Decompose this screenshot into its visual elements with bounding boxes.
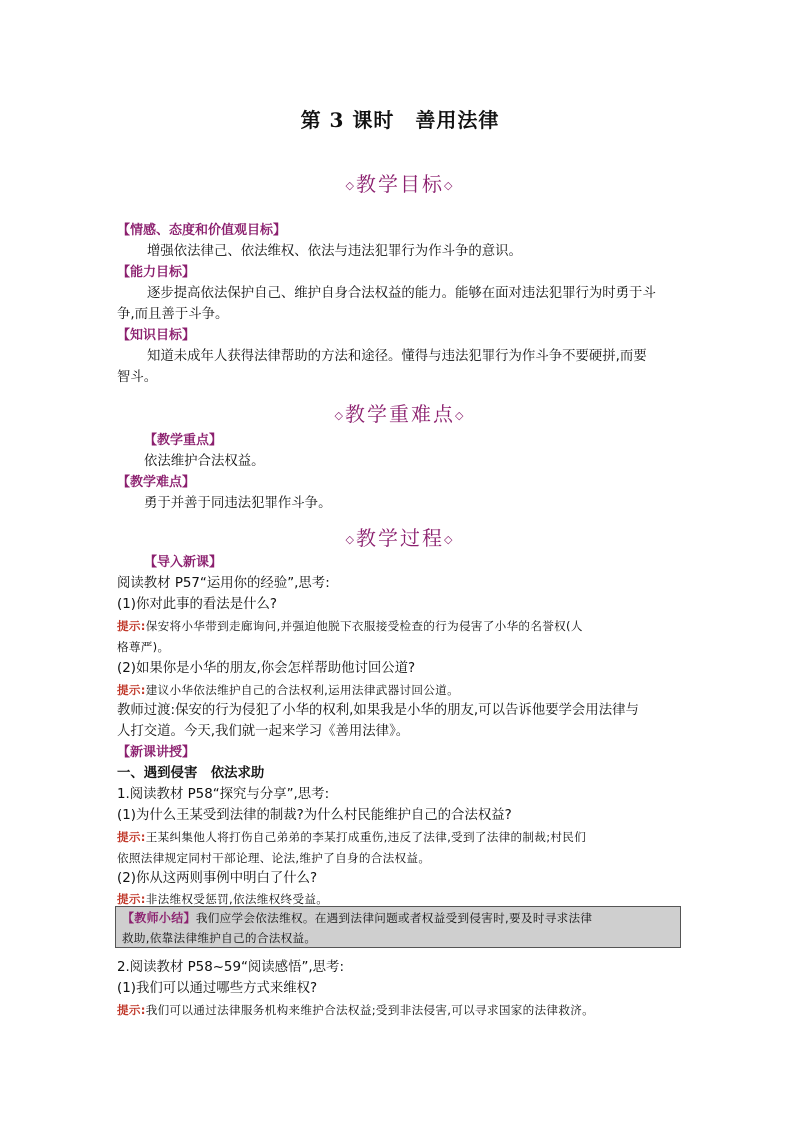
- section-heading-keypoints: ◇教学重难点◇: [334, 402, 466, 426]
- key-point-text: 依法维护合法权益。: [144, 454, 265, 469]
- diamond-icon: ◇: [444, 533, 455, 546]
- emotion-goal-tag: 【情感、态度和价值观目标】: [117, 223, 287, 238]
- process-line: 教师过渡:保安的行为侵犯了小华的权利,如果我是小华的朋友,可以告诉他要学会用法律与: [117, 703, 639, 718]
- diamond-icon: ◇: [444, 179, 455, 192]
- subheading: 一、遇到侵害 依法求助: [117, 766, 265, 781]
- ability-goal-text-2: 争,而且善于斗争。: [117, 307, 229, 322]
- hint-text: 依照法律规定同村干部论理、论法,维护了自身的合法权益。: [117, 851, 431, 865]
- difficult-point-tag: 【教学难点】: [117, 475, 196, 490]
- hint-text: 提示:非法维权受惩罚,依法维权终受益。: [117, 892, 329, 906]
- knowledge-goal-text-1: 知道未成年人获得法律帮助的方法和途径。懂得与违法犯罪行为作斗争不要硬拼,而要: [147, 349, 647, 364]
- hint-text: 提示:建议小华依法维护自己的合法权利,运用法律武器讨回公道。: [117, 683, 459, 697]
- knowledge-goal-tag: 【知识目标】: [117, 328, 196, 343]
- ability-goal-tag: 【能力目标】: [117, 265, 196, 280]
- process-line: 1.阅读教材 P58“探究与分享”,思考:: [117, 787, 330, 802]
- section-heading-goals: ◇教学目标◇: [345, 172, 455, 196]
- summary-line-2: 救助,依靠法律维护自己的合法权益。: [122, 931, 317, 945]
- question: (2)你从这两则事例中明白了什么?: [117, 871, 318, 886]
- question: (1)我们可以通过哪些方式来维权?: [117, 981, 318, 996]
- knowledge-goal-text-2: 智斗。: [117, 370, 158, 385]
- question: (1)你对此事的看法是什么?: [117, 597, 277, 612]
- emotion-goal-text: 增强依法律己、依法维权、依法与违法犯罪行为作斗争的意识。: [147, 244, 522, 259]
- question: (2)如果你是小华的朋友,你会怎样帮助他讨回公道?: [117, 661, 416, 676]
- process-line: 2.阅读教材 P58~59“阅读感悟”,思考:: [117, 960, 344, 975]
- question: (1)为什么王某受到法律的制裁?为什么村民能维护自己的合法权益?: [117, 808, 512, 823]
- difficult-point-text: 勇于并善于同违法犯罪作斗争。: [144, 496, 332, 511]
- key-point-tag: 【教学重点】: [144, 433, 223, 448]
- hint-text: 提示:王某纠集他人将打伤自己弟弟的李某打成重伤,违反了法律,受到了法律的制裁;村民们: [117, 830, 587, 844]
- hint-text: 格尊严)。: [117, 640, 170, 654]
- ability-goal-text-1: 逐步提高依法保护自己、维护自身合法权益的能力。能够在面对违法犯罪行为时勇于斗: [147, 286, 656, 301]
- new-lesson-tag: 【新课讲授】: [117, 745, 196, 760]
- hint-text: 提示:我们可以通过法律服务机构来维护合法权益;受到非法侵害,可以寻求国家的法律救济。: [117, 1003, 594, 1017]
- diamond-icon: ◇: [345, 533, 356, 546]
- hint-text: 提示:保安将小华带到走廊询问,并强迫他脱下衣服接受检查的行为侵害了小华的名誉权(人: [117, 619, 583, 633]
- process-line: 人打交道。今天,我们就一起来学习《善用法律》。: [117, 724, 410, 739]
- diamond-icon: ◇: [334, 409, 345, 422]
- diamond-icon: ◇: [345, 179, 356, 192]
- diamond-icon: ◇: [455, 409, 466, 422]
- page-title: 第 3 课时 善用法律: [300, 108, 500, 132]
- process-line: 阅读教材 P57“运用你的经验”,思考:: [117, 576, 330, 591]
- summary-line-1: 【教师小结】我们应学会依法维权。在遇到法律问题或者权益受到侵害时,要及时寻求法律: [122, 911, 593, 925]
- section-heading-process: ◇教学过程◇: [345, 526, 455, 550]
- teacher-summary-box: [115, 906, 681, 948]
- intro-tag: 【导入新课】: [144, 555, 223, 570]
